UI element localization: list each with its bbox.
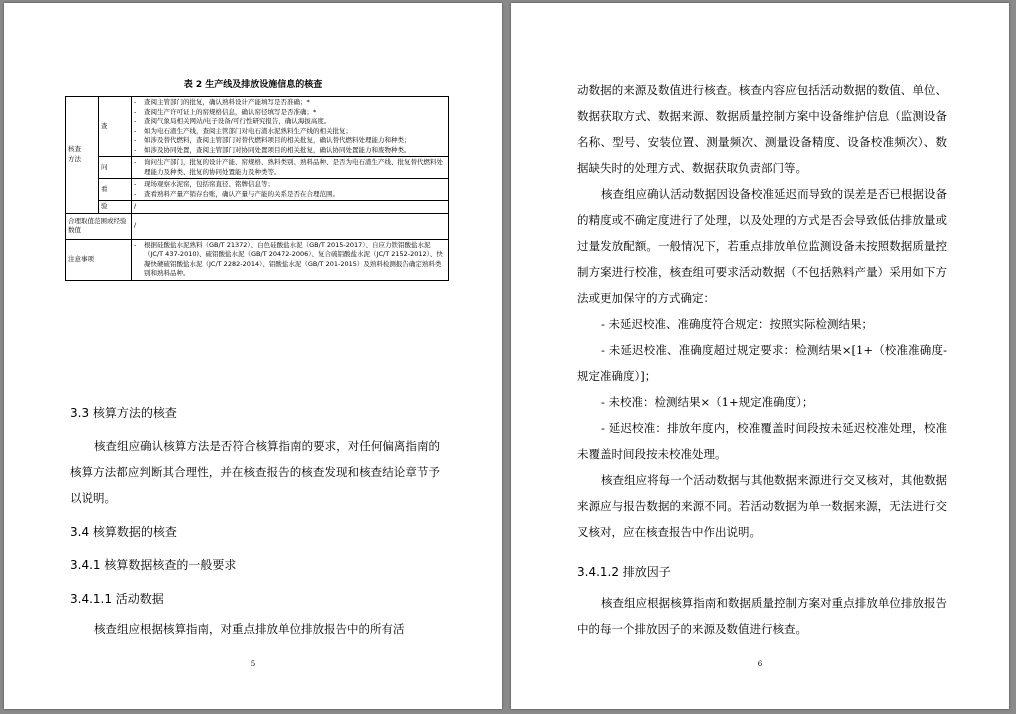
verify-label: 验	[99, 201, 132, 214]
list-item: - 询问生产部门，批复的设计产能、窑规格、熟料类别、熟料品种、是否为电石渣生产线、批复替代燃料处理能力及种类、批复的协同处置能力及种类等。	[134, 158, 443, 176]
section-3-4-heading: 3.4 核算数据的核查	[70, 525, 177, 539]
list-item: - 查阅气象局相关网站/电子设备/可行性研究报告，确认海拔高度。	[134, 117, 331, 125]
verify-value: /	[132, 201, 449, 214]
range-value: /	[132, 213, 449, 239]
check-label: 查	[99, 97, 132, 157]
page-number: 6	[757, 660, 763, 668]
check-items	[132, 97, 449, 157]
paragraph-2: 核查组应确认活动数据因设备校准延迟而导致的误差是否已根据设备的精度或不确定度进行了处理，以及处理的方式是否会导致低估排放量或过量发放配额。一般情况下，若重点排放单位监测设备未按照数据质量控制方案进行校准，核查组可要求活动数据（不包括熟料产量）采用如下方法或更加保守的方式确定：	[577, 187, 947, 305]
method-label-line-2: 方法	[68, 154, 81, 163]
table-title: 表 2 生产线及排放设施信息的核查	[183, 80, 323, 90]
ask-items	[132, 157, 449, 179]
section-3-3-body: 核查组应确认核算方法是否符合核算指南的要求，对任何偏离指南的核算方法都应判断其合理性，并在核查报告的核查发现和核查结论章节予以说明。	[70, 439, 440, 505]
notes-cell	[132, 239, 449, 280]
notes-item: - 根据硅酸盐水泥熟料（GB/T 21372）、白色硅酸盐水泥（GB/T 2015-2017）、自应力铁铝酸盐水泥（JC/T 437-2010)、硫铝酸盐水泥（GB/T 20472-2006）、复合硫铝酸盐水泥（JC/T 2152-2012）、快凝快硬硫铝酸盐水泥（JC/T 2282-2014）、铝酸盐水泥（GB/T 201-2015）及熟料检测报告确定熟料类别和熟料品种。	[134, 240, 443, 277]
method-label-cell	[66, 97, 99, 214]
list-item: - 查看熟料产量产销存台账，确认产量与产能的关系是否在合理范围。	[134, 189, 339, 198]
look-items	[132, 179, 449, 201]
list-item: - 查阅生产许可证上的窑规格信息，确认窑径填写是否准确；*	[134, 107, 317, 116]
paragraph-1: 动数据的来源及数值进行核查。核查内容应包括活动数据的数值、单位、数据获取方式、数据来源、数据质量控制方案中设备维护信息（监测设备名称、型号、安装位置、测量频次、测量设备精度、设备校准频次）、数据缺失时的处理方式、数据获取负责部门等。	[577, 83, 947, 175]
section-3-4-1-2-body: 核查组应根据核算指南和数据质量控制方案对重点排放单位排放报告中的每一个排放因子的来源及数值进行核查。	[577, 596, 947, 636]
list-item: - 未延迟校准、准确度超过规定要求：检测结果×[1+（校准准确度-规定准确度）]；	[577, 343, 947, 383]
list-item: - 如涉及协同处置，查阅主管部门对协同处置项目的相关批复，确认协同处置能力和废物种类。	[134, 145, 411, 154]
list-item: - 未延迟校准、准确度符合规定：按照实际检测结果；	[601, 317, 874, 331]
notes-label: 注意事项	[66, 239, 132, 280]
page-number: 5	[250, 660, 256, 668]
range-label: 合理取值范围或经验数值	[66, 213, 132, 239]
section-3-3-heading: 3.3 核算方法的核查	[70, 406, 177, 420]
list-item: - 查阅主管部门的批复，确认熟料设计产能填写是否准确；*	[134, 98, 310, 106]
method-label-line-1: 核查	[68, 145, 81, 154]
list-item: - 如涉及替代燃料，查阅主管部门对替代燃料项目的相关批复，确认替代燃料处理能力和种类；	[134, 136, 411, 144]
list-item: - 延迟校准：排放年度内，校准覆盖时间段按未延迟校准处理，校准未覆盖时间段按未校准处理。	[577, 421, 947, 461]
section-3-4-1-heading: 3.4.1 核算数据核查的一般要求	[70, 558, 237, 572]
section-3-4-1-2-heading: 3.4.1.2 排放因子	[577, 565, 671, 579]
paragraph-3: 核查组应将每一个活动数据与其他数据来源进行交叉核对，其他数据来源应与报告数据的来源不同。若活动数据为单一数据来源，无法进行交叉核对，应在核查报告中作出说明。	[577, 473, 947, 539]
list-item: - 如为电石渣生产线，查阅主管部门对电石渣水泥熟料生产线的相关批复；	[134, 126, 352, 135]
ask-label: 问	[99, 157, 132, 179]
page-5	[4, 3, 502, 709]
bullet-list	[577, 311, 947, 467]
list-item: - 未校准：检测结果×（1+规定准确度）；	[601, 395, 814, 409]
list-item: - 现场观察水泥窑，包括窑直径、铭牌信息等；	[134, 180, 274, 188]
section-3-4-1-1-heading: 3.4.1.1 活动数据	[70, 592, 164, 606]
section-3-4-1-1-body: 核查组应根据核算指南，对重点排放单位排放报告中的所有活	[94, 622, 405, 636]
look-label: 看	[99, 179, 132, 201]
verification-table	[65, 96, 449, 281]
page-6	[511, 3, 1009, 709]
